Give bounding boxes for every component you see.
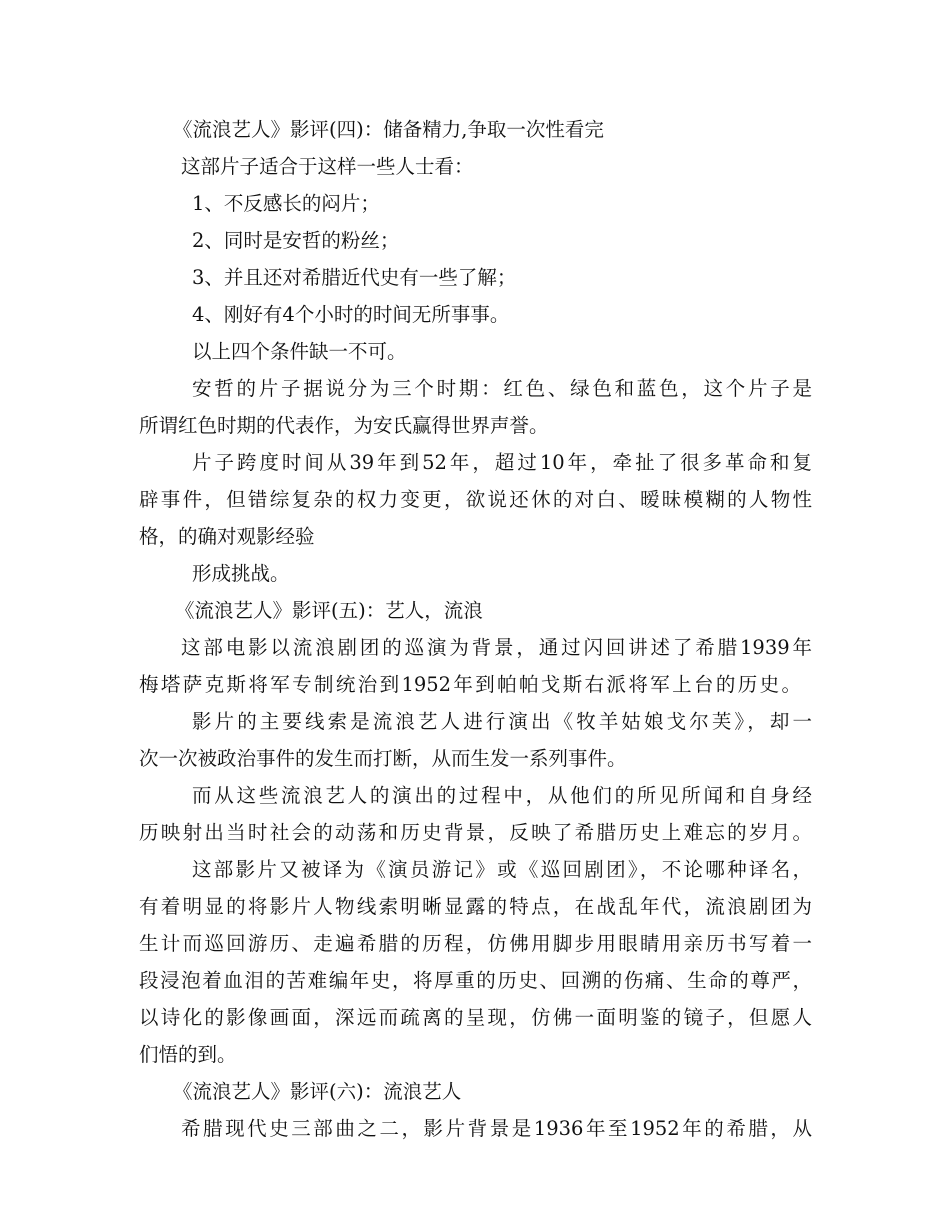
paragraph-line: 梅塔萨克斯将军专制统治到1952年到帕帕戈斯右派将军上台的历史。 xyxy=(139,673,801,696)
paragraph-line: 影片的主要线索是流浪艺人进行演出《牧羊姑娘戈尔芙》，却一 xyxy=(192,710,812,733)
paragraph-line: 所谓红色时期的代表作，为安氏赢得世界声誉。 xyxy=(139,414,549,437)
list-item: 2、同时是安哲的粉丝； xyxy=(192,229,400,252)
paragraph-line: 生计而巡回游历、走遍希腊的历程，仿佛用脚步用眼睛用亲历书写着一 xyxy=(139,932,812,955)
list-item: 1、不反感长的闷片； xyxy=(192,192,380,215)
section-heading-4: 《流浪艺人》影评(四)：储备精力,争取一次性看完 xyxy=(173,118,604,141)
paragraph-line: 以上四个条件缺一不可。 xyxy=(192,340,407,363)
paragraph-line: 格，的确对观影经验 xyxy=(139,525,315,548)
paragraph-line: 形成挑战。 xyxy=(192,562,290,585)
list-item: 3、并且还对希腊近代史有一些了解； xyxy=(192,266,517,289)
paragraph-line: 以诗化的影像画面，深远而疏离的呈现，仿佛一面明鉴的镜子，但愿人 xyxy=(139,1006,812,1029)
paragraph-line: 有着明显的将影片人物线索明晰显露的特点，在战乱年代，流浪剧团为 xyxy=(139,895,812,918)
paragraph-line: 辟事件，但错综复杂的权力变更，欲说还休的对白、暧昧模糊的人物性 xyxy=(139,488,812,511)
paragraph-line: 这部片子适合于这样一些人士看： xyxy=(181,155,474,178)
paragraph-line: 希腊现代史三部曲之二，影片背景是1936年至1952年的希腊，从 xyxy=(181,1117,812,1140)
section-heading-6: 《流浪艺人》影评(六)：流浪艺人 xyxy=(173,1080,462,1103)
paragraph-line: 这部电影以流浪剧团的巡演为背景，通过闪回讲述了希腊1939年 xyxy=(181,636,812,659)
paragraph-line: 安哲的片子据说分为三个时期：红色、绿色和蓝色，这个片子是 xyxy=(192,377,812,400)
list-item: 4、刚好有4个小时的时间无所事事。 xyxy=(192,303,510,326)
paragraph-line: 次一次被政治事件的发生而打断，从而生发一系列事件。 xyxy=(139,747,627,770)
paragraph-line: 历映射出当时社会的动荡和历史背景，反映了希腊历史上难忘的岁月。 xyxy=(139,821,812,844)
paragraph-line: 段浸泡着血泪的苦难编年史，将厚重的历史、回溯的伤痛、生命的尊严， xyxy=(139,969,812,992)
section-heading-5: 《流浪艺人》影评(五)：艺人，流浪 xyxy=(175,599,483,622)
paragraph-line: 片子跨度时间从39年到52年，超过10年，牵扯了很多革命和复 xyxy=(192,451,812,474)
paragraph-line: 们悟的到。 xyxy=(139,1043,237,1066)
paragraph-line: 这部影片又被译为《演员游记》或《巡回剧团》，不论哪种译名， xyxy=(192,858,812,881)
paragraph-line: 而从这些流浪艺人的演出的过程中，从他们的所见所闻和自身经 xyxy=(192,784,812,807)
